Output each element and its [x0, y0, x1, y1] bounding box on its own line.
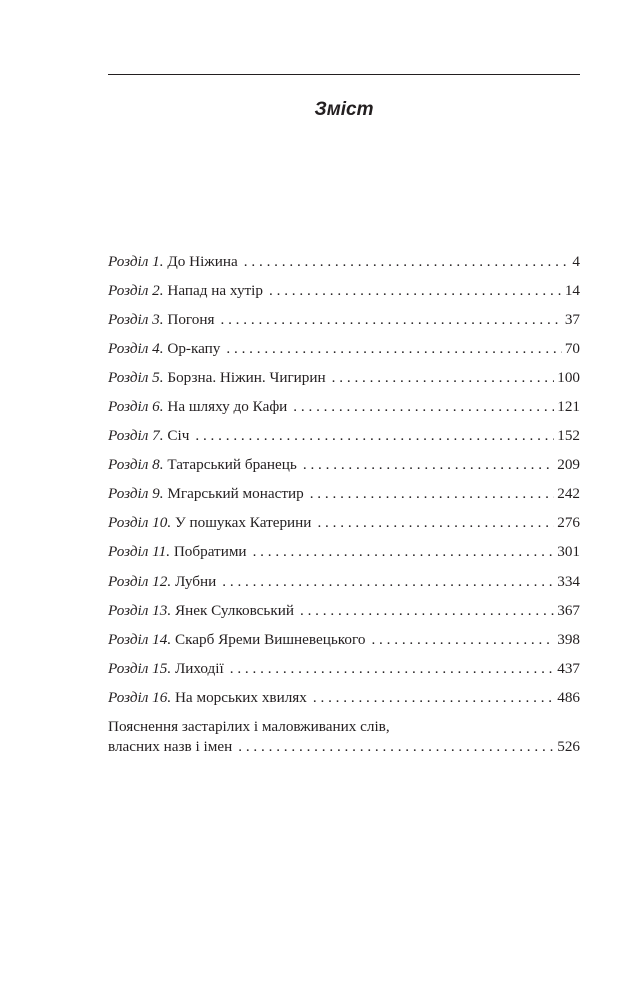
dot-leader — [371, 630, 554, 650]
chapter-title: На морських хвилях — [174, 688, 307, 706]
page-number: 398 — [557, 630, 580, 648]
chapter-label: Розділ 16. — [108, 688, 172, 706]
chapter-label: Розділ 1. — [108, 253, 164, 270]
chapter-title: Скарб Яреми Вишневецького — [174, 630, 366, 648]
page-number: 367 — [557, 601, 580, 619]
chapter-title: Лубни — [174, 572, 217, 590]
toc-entry-14[interactable] — [108, 630, 580, 650]
page-title: Зміст — [314, 99, 374, 120]
dot-leader — [195, 426, 554, 446]
page-number: 209 — [557, 456, 580, 474]
page-number: 37 — [564, 311, 580, 329]
page-number: 121 — [557, 398, 580, 416]
page-number: 301 — [557, 543, 580, 561]
page-number: 100 — [557, 369, 580, 387]
page-number: 276 — [557, 514, 580, 532]
dot-leader — [238, 737, 554, 757]
chapter-label: Розділ 5. — [108, 369, 164, 387]
chapter-title: Борзна. Ніжин. Чигирин — [167, 369, 326, 387]
toc-entry-glossary[interactable] — [108, 717, 580, 757]
dot-leader — [293, 397, 554, 417]
toc-entry-12[interactable] — [108, 572, 580, 592]
toc-entry-7[interactable] — [108, 426, 580, 446]
table-of-contents — [108, 252, 580, 757]
dot-leader — [222, 572, 554, 592]
chapter-label: Розділ 14. — [108, 630, 172, 648]
dot-leader — [313, 688, 554, 708]
glossary-title-line2: власних назв і імен — [108, 737, 233, 755]
dot-leader — [310, 484, 555, 504]
toc-entry-3[interactable] — [108, 310, 580, 330]
chapter-label: Розділ 11. — [108, 543, 171, 561]
chapter-title: Погоня — [167, 311, 215, 329]
chapter-label: Розділ 12. — [108, 572, 172, 590]
chapter-label: Розділ 2. — [108, 282, 164, 300]
toc-entry-15[interactable] — [108, 659, 580, 679]
toc-entry-5[interactable] — [108, 368, 580, 388]
header-rule — [108, 74, 580, 75]
dot-leader — [332, 368, 555, 388]
dot-leader — [230, 659, 555, 679]
toc-entry-2[interactable] — [108, 281, 580, 301]
chapter-label: Розділ 10. — [108, 514, 172, 532]
dot-leader — [220, 310, 561, 330]
toc-entry-13[interactable] — [108, 601, 580, 621]
toc-entry-4[interactable] — [108, 339, 580, 359]
page-number: 486 — [557, 688, 580, 706]
toc-entry-9[interactable] — [108, 484, 580, 504]
toc-entry-8[interactable] — [108, 455, 580, 475]
glossary-title-line1: Пояснення застарілих і маловживаних слів, — [108, 717, 390, 735]
dot-leader — [317, 513, 554, 533]
chapter-label: Розділ 8. — [108, 456, 164, 474]
page-number: 526 — [557, 737, 580, 755]
toc-entry-10[interactable] — [108, 513, 580, 533]
chapter-title: Січ — [167, 427, 190, 445]
chapter-title: У пошуках Катерини — [174, 514, 312, 532]
dot-leader — [269, 281, 562, 301]
chapter-title: Побратими — [173, 543, 247, 561]
toc-entry-11[interactable] — [108, 542, 580, 562]
chapter-label: Розділ 7. — [108, 427, 164, 445]
chapter-label: Розділ 13. — [108, 601, 172, 619]
chapter-title: Лиходії — [174, 659, 224, 677]
toc-entry-16[interactable] — [108, 688, 580, 708]
chapter-label: Розділ 15. — [108, 659, 172, 677]
chapter-title: До Ніжина — [167, 253, 238, 270]
chapter-label: Розділ 6. — [108, 398, 164, 416]
page-number: 4 — [572, 253, 580, 270]
page-number: 152 — [557, 427, 580, 445]
page-number: 437 — [557, 659, 580, 677]
chapter-label: Розділ 4. — [108, 340, 164, 358]
dot-leader — [300, 601, 554, 621]
chapter-title: Янек Сулковський — [174, 601, 294, 619]
page-number: 242 — [557, 485, 580, 503]
dot-leader — [303, 455, 554, 475]
page-number: 334 — [557, 572, 580, 590]
page-number: 70 — [564, 340, 580, 358]
toc-entry-1[interactable] — [108, 252, 580, 272]
dot-leader — [244, 252, 570, 272]
chapter-title: Мгарський монастир — [167, 485, 304, 503]
toc-entry-6[interactable] — [108, 397, 580, 417]
dot-leader — [226, 339, 561, 359]
chapter-title: Напад на хутір — [167, 282, 263, 300]
chapter-label: Розділ 9. — [108, 485, 164, 503]
chapter-title: Ор-капу — [167, 340, 221, 358]
chapter-title: Татарський бранець — [167, 456, 297, 474]
dot-leader — [253, 542, 555, 562]
chapter-label: Розділ 3. — [108, 311, 164, 329]
chapter-title: На шляху до Кафи — [167, 398, 288, 416]
page-number: 14 — [564, 282, 580, 300]
